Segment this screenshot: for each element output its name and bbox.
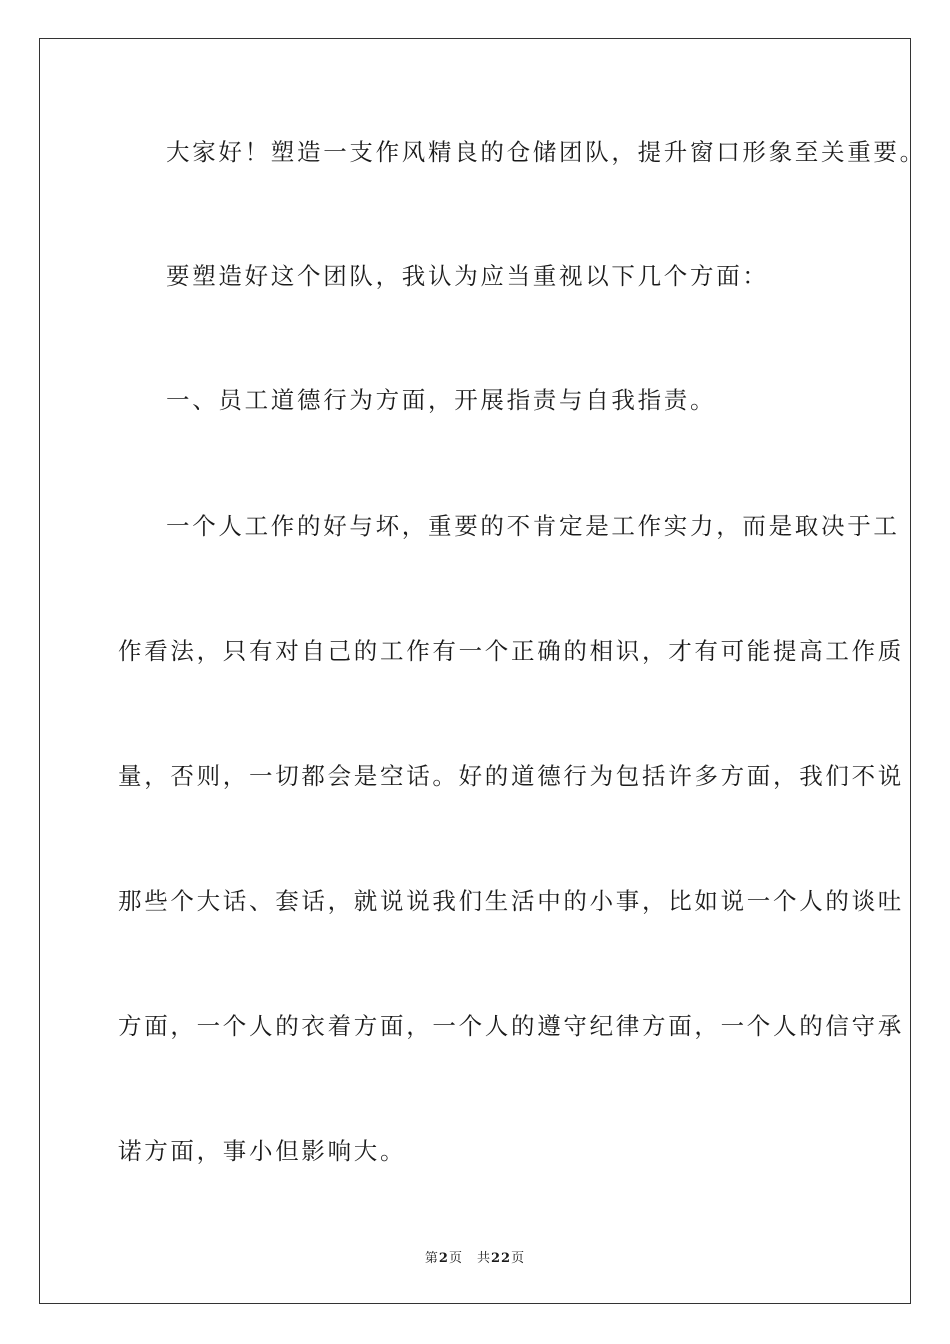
paragraph-greeting: 大家好！塑造一支作风精良的仓储团队，提升窗口形象至关重要。 [166, 138, 926, 166]
footer-total-suffix: 页 [511, 1251, 526, 1266]
section-heading-1: 一、员工道德行为方面，开展指责与自我指责。 [166, 386, 717, 414]
body-line-6: 诺方面，事小但影响大。 [118, 1137, 407, 1165]
footer-page-prefix: 第 [424, 1251, 439, 1266]
footer-page-suffix: 页 [448, 1251, 463, 1266]
body-line-5: 方面，一个人的衣着方面，一个人的遵守纪律方面，一个人的信守承 [118, 1012, 904, 1040]
paragraph-intro: 要塑造好这个团队，我认为应当重视以下几个方面： [166, 262, 769, 290]
footer-total-prefix: 共 [476, 1251, 491, 1266]
body-line-3: 量，否则，一切都会是空话。好的道德行为包括许多方面，我们不说 [118, 762, 904, 790]
footer-total-pages: 22 [490, 1251, 512, 1266]
body-line-1: 一个人工作的好与坏，重要的不肯定是工作实力，而是取决于工 [166, 512, 900, 540]
body-line-2: 作看法，只有对自己的工作有一个正确的相识，才有可能提高工作质 [118, 637, 904, 665]
footer-page-number: 2 [438, 1251, 449, 1266]
body-line-4: 那些个大话、套话，就说说我们生活中的小事，比如说一个人的谈吐 [118, 887, 904, 915]
page-footer [40, 1247, 910, 1266]
page-border [39, 38, 926, 1304]
